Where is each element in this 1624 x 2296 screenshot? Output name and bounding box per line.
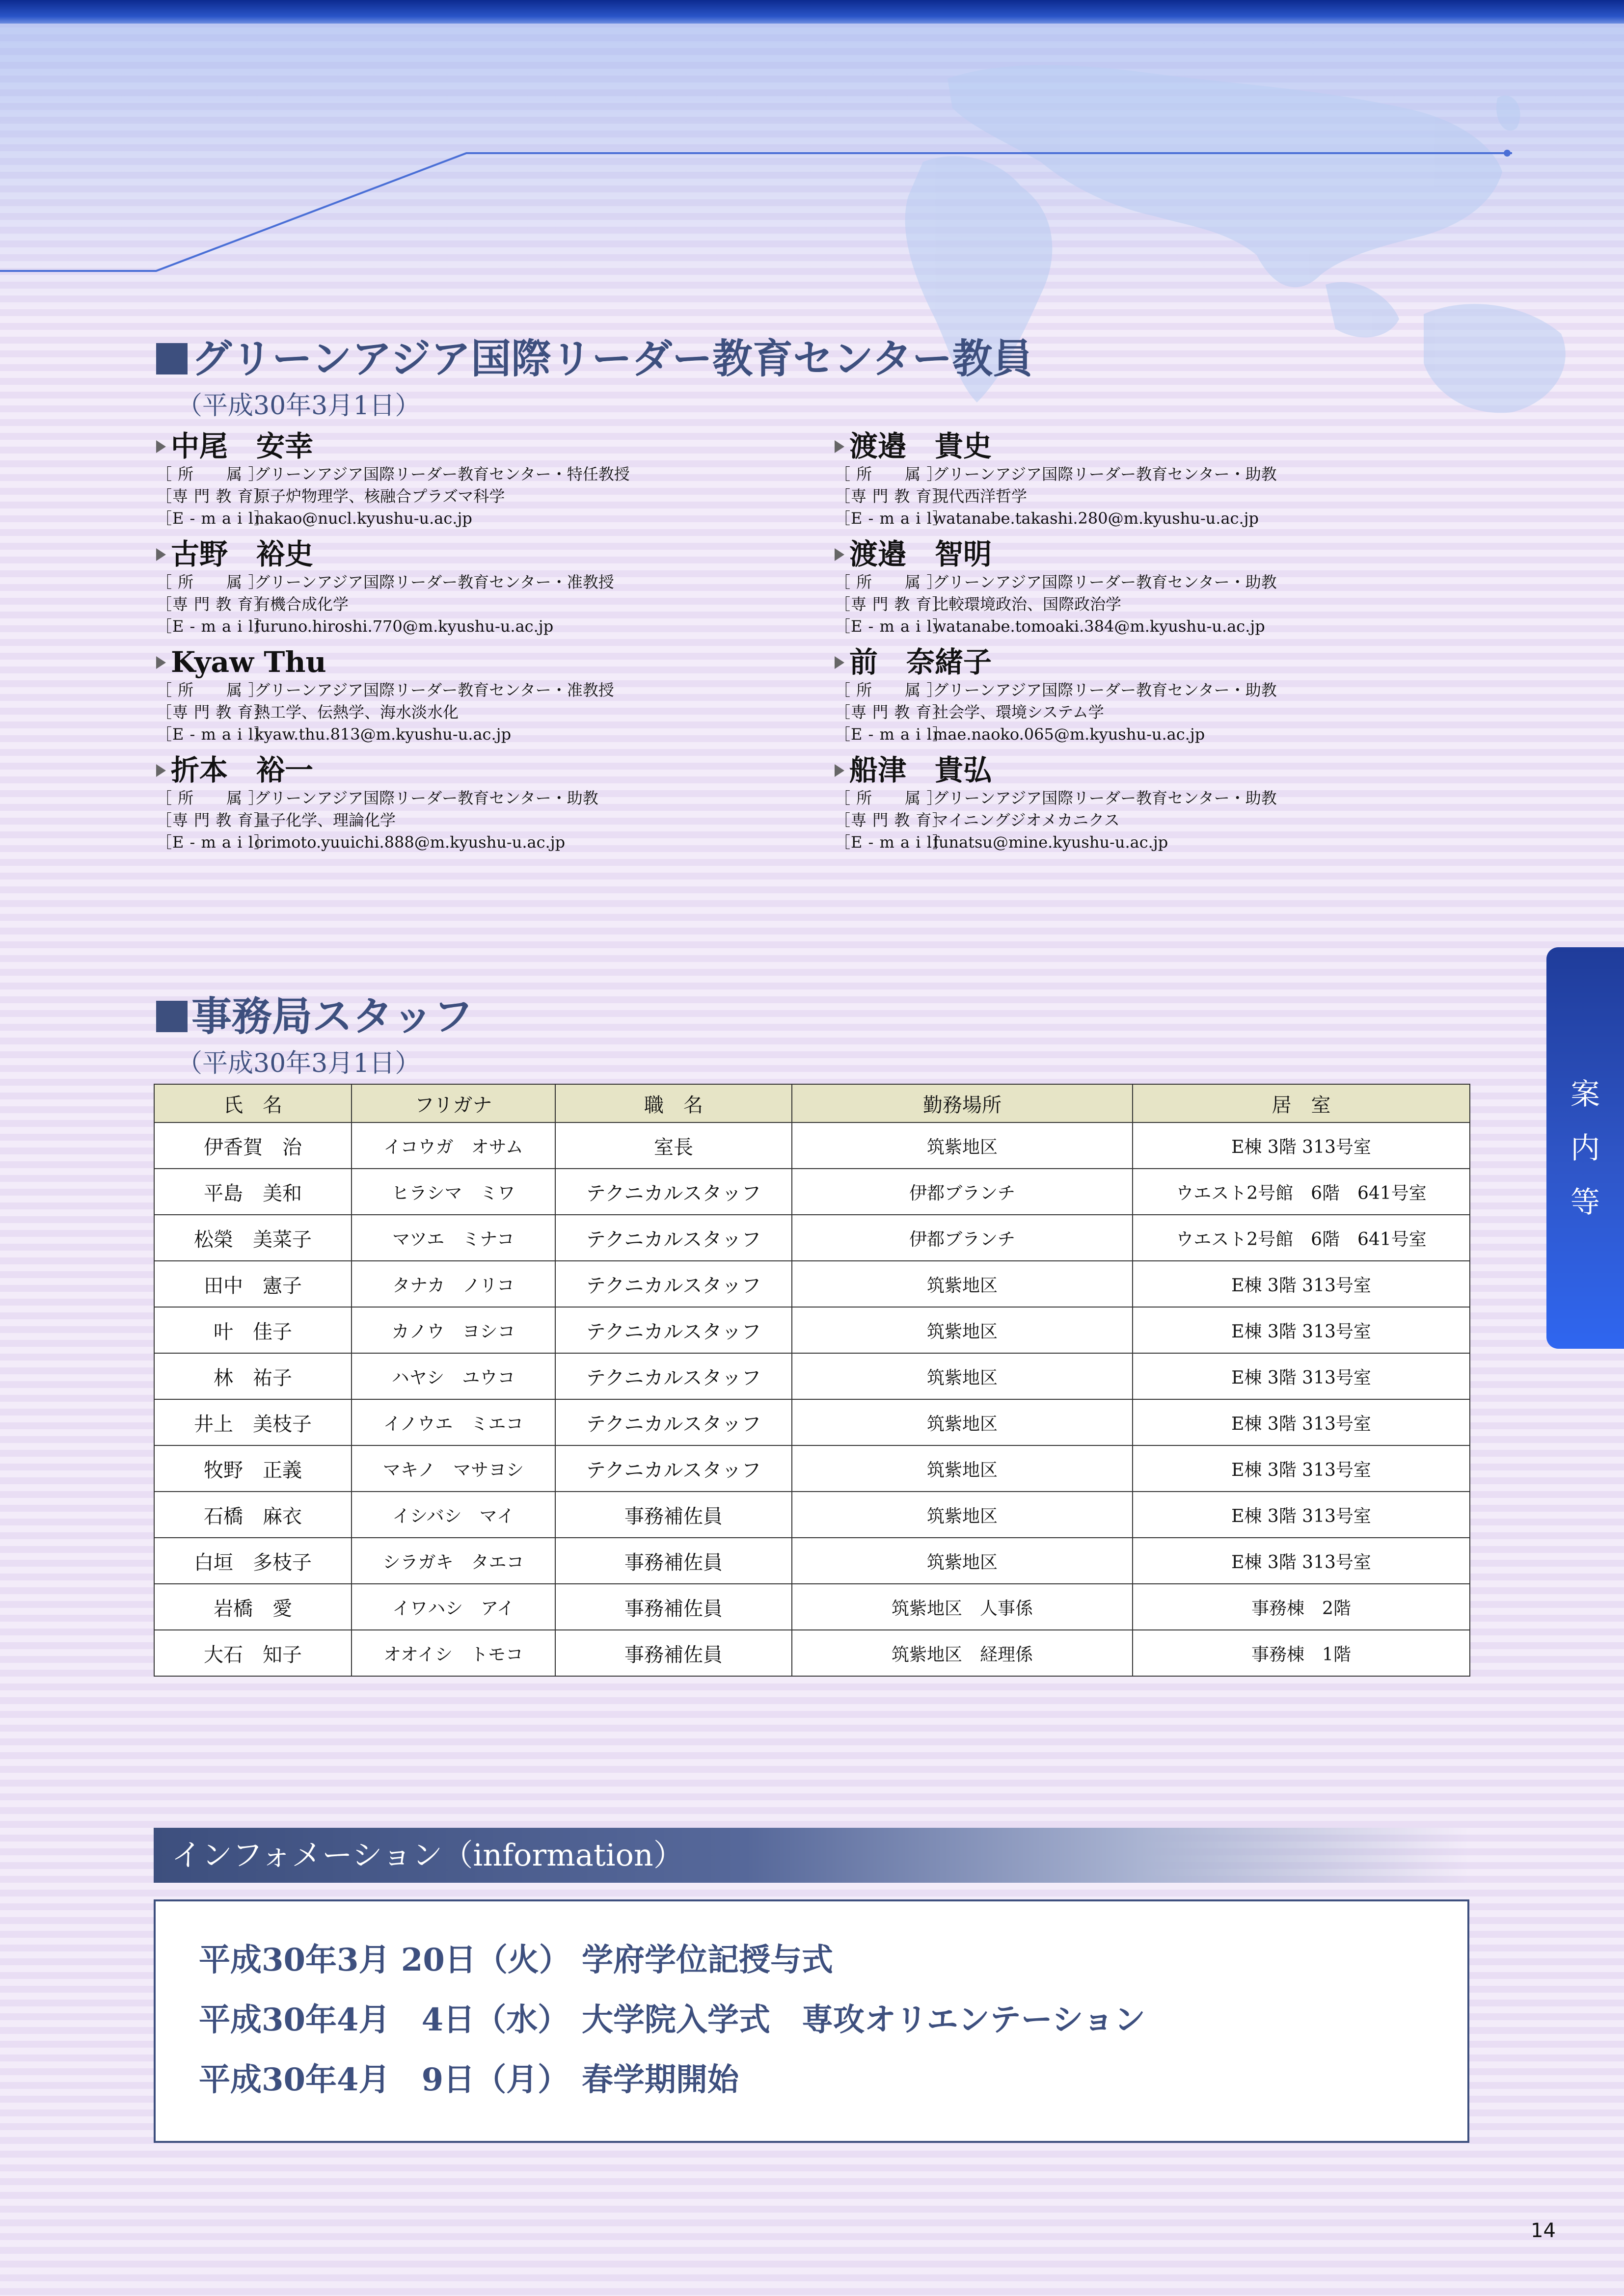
staff-name: 田中 憲子 — [154, 1261, 352, 1307]
staff-table — [154, 1084, 1470, 1677]
faculty-name: 中尾 安幸 — [156, 429, 794, 463]
staff-room: E棟 3階 313号室 — [1133, 1307, 1470, 1353]
staff-workplace: 筑紫地区 — [792, 1399, 1133, 1445]
staff-workplace: 筑紫地区 — [792, 1445, 1133, 1492]
staff-furigana: タナカ ノリコ — [352, 1261, 555, 1307]
info-item — [199, 1995, 1145, 2040]
faculty-affiliation: グリーンアジア国際リーダー教育センター・特任教授 — [254, 465, 630, 483]
col-header-name: 氏 名 — [154, 1084, 352, 1122]
page-number: 14 — [1531, 2219, 1556, 2242]
staff-position: 事務補佐員 — [555, 1492, 792, 1538]
staff-section-date: （平成30年3月1日） — [177, 1049, 421, 1078]
col-header-room: 居 室 — [1133, 1084, 1470, 1122]
staff-furigana: ヒラシマ ミワ — [352, 1169, 555, 1215]
faculty-member: 船津 貴弘 ［ 所 属 ］グリーンアジア国際リーダー教育センター・助教 ［専 門 教 育］マイニングジオメカニクス ［E - m a i l］funatsu@mine.kyushu-u.ac.jp — [835, 753, 1473, 854]
staff-workplace: 筑紫地区 — [792, 1492, 1133, 1538]
staff-name: 岩橋 愛 — [154, 1584, 352, 1630]
faculty-member: 渡邉 智明 ［ 所 属 ］グリーンアジア国際リーダー教育センター・助教 ［専 門 教 育］比較環境政治、国際政治学 ［E - m a i l］watanabe.tomoaki.384@m.kyushu-u.ac.jp — [835, 537, 1473, 638]
staff-furigana: イワハシ アイ — [352, 1584, 555, 1630]
staff-room: E棟 3階 313号室 — [1133, 1122, 1470, 1169]
staff-position: テクニカルスタッフ — [555, 1445, 792, 1492]
staff-name: 伊香賀 治 — [154, 1122, 352, 1169]
faculty-affiliation: グリーンアジア国際リーダー教育センター・准教授 — [254, 573, 614, 591]
staff-furigana: イノウエ ミエコ — [352, 1399, 555, 1445]
staff-name: 松榮 美菜子 — [154, 1215, 352, 1261]
faculty-specialty: 量子化学、理論化学 — [254, 811, 396, 829]
faculty-email[interactable]: mae.naoko.065@m.kyushu-u.ac.jp — [933, 725, 1205, 744]
col-header-position: 職 名 — [555, 1084, 792, 1122]
side-tab-char: 内 — [1570, 1131, 1600, 1166]
table-row — [154, 1261, 1470, 1307]
faculty-affiliation: グリーンアジア国際リーダー教育センター・准教授 — [254, 681, 614, 699]
table-row — [154, 1538, 1470, 1584]
table-row — [154, 1307, 1470, 1353]
table-row — [154, 1353, 1470, 1399]
staff-room: ウエスト2号館 6階 641号室 — [1133, 1169, 1470, 1215]
faculty-specialty: マイニングジオメカニクス — [933, 811, 1120, 829]
faculty-email[interactable]: nakao@nucl.kyushu-u.ac.jp — [254, 509, 472, 528]
faculty-specialty: 社会学、環境システム学 — [933, 703, 1104, 721]
table-row — [154, 1215, 1470, 1261]
staff-workplace: 伊都ブランチ — [792, 1215, 1133, 1261]
side-tab-char: 等 — [1570, 1185, 1600, 1220]
staff-workplace: 筑紫地区 — [792, 1261, 1133, 1307]
faculty-name: 渡邉 貴史 — [835, 429, 1473, 463]
info-item — [199, 2055, 739, 2100]
side-tab-guide[interactable] — [1546, 947, 1624, 1349]
table-row — [154, 1584, 1470, 1630]
faculty-affiliation: グリーンアジア国際リーダー教育センター・助教 — [933, 681, 1277, 699]
staff-name: 井上 美枝子 — [154, 1399, 352, 1445]
staff-room: 事務棟 2階 — [1133, 1584, 1470, 1630]
staff-position: テクニカルスタッフ — [555, 1261, 792, 1307]
staff-room: E棟 3階 313号室 — [1133, 1399, 1470, 1445]
col-header-furigana: フリガナ — [352, 1084, 555, 1122]
staff-position: 事務補佐員 — [555, 1630, 792, 1676]
staff-room: 事務棟 1階 — [1133, 1630, 1470, 1676]
staff-workplace: 筑紫地区 — [792, 1122, 1133, 1169]
table-row — [154, 1445, 1470, 1492]
staff-position: テクニカルスタッフ — [555, 1307, 792, 1353]
faculty-member: 古野 裕史 ［ 所 属 ］グリーンアジア国際リーダー教育センター・准教授 ［専 門 教 育］有機合成化学 ［E - m a i l］furuno.hiroshi.770@m.kyushu-u.ac.jp — [156, 537, 794, 638]
staff-workplace: 筑紫地区 — [792, 1353, 1133, 1399]
faculty-member: 前 奈緒子 ［ 所 属 ］グリーンアジア国際リーダー教育センター・助教 ［専 門 教 育］社会学、環境システム学 ［E - m a i l］mae.naoko.065@m.kyushu-u.ac.jp — [835, 645, 1473, 746]
staff-room: E棟 3階 313号室 — [1133, 1445, 1470, 1492]
staff-furigana: マツエ ミナコ — [352, 1215, 555, 1261]
table-row — [154, 1630, 1470, 1676]
faculty-specialty: 熱工学、伝熱学、海水淡水化 — [254, 703, 459, 721]
staff-name: 平島 美和 — [154, 1169, 352, 1215]
table-row — [154, 1492, 1470, 1538]
faculty-affiliation: グリーンアジア国際リーダー教育センター・助教 — [933, 465, 1277, 483]
staff-furigana: イコウガ オサム — [352, 1122, 555, 1169]
faculty-member: 中尾 安幸 ［ 所 属 ］グリーンアジア国際リーダー教育センター・特任教授 ［専 門 教 育］原子炉物理学、核融合プラズマ科学 ［E - m a i l］nakao@nucl.kyushu-u.ac.jp — [156, 429, 794, 530]
staff-position: テクニカルスタッフ — [555, 1215, 792, 1261]
staff-furigana: オオイシ トモコ — [352, 1630, 555, 1676]
staff-room: E棟 3階 313号室 — [1133, 1538, 1470, 1584]
staff-name: 大石 知子 — [154, 1630, 352, 1676]
faculty-specialty: 原子炉物理学、核融合プラズマ科学 — [254, 487, 505, 506]
faculty-email[interactable]: watanabe.tomoaki.384@m.kyushu-u.ac.jp — [933, 617, 1265, 636]
faculty-specialty: 有機合成化学 — [254, 595, 349, 614]
faculty-name: 渡邉 智明 — [835, 537, 1473, 571]
staff-furigana: カノウ ヨシコ — [352, 1307, 555, 1353]
staff-furigana: イシバシ マイ — [352, 1492, 555, 1538]
faculty-specialty: 現代西洋哲学 — [933, 487, 1028, 506]
faculty-email[interactable]: kyaw.thu.813@m.kyushu-u.ac.jp — [254, 725, 512, 744]
staff-name: 牧野 正義 — [154, 1445, 352, 1492]
staff-position: 事務補佐員 — [555, 1584, 792, 1630]
faculty-member: Kyaw Thu ［ 所 属 ］グリーンアジア国際リーダー教育センター・准教授 ［専 門 教 育］熱工学、伝熱学、海水淡水化 ［E - m a i l］kyaw.thu.813@m.kyushu-u.ac.jp — [156, 645, 794, 746]
staff-room: ウエスト2号館 6階 641号室 — [1133, 1215, 1470, 1261]
staff-room: E棟 3階 313号室 — [1133, 1353, 1470, 1399]
faculty-email[interactable]: furuno.hiroshi.770@m.kyushu-u.ac.jp — [254, 617, 554, 636]
staff-name: 林 祐子 — [154, 1353, 352, 1399]
faculty-name: Kyaw Thu — [156, 645, 794, 679]
faculty-email[interactable]: orimoto.yuuichi.888@m.kyushu-u.ac.jp — [254, 833, 566, 852]
faculty-name: 船津 貴弘 — [835, 753, 1473, 787]
info-event: 春学期開始 — [582, 2061, 739, 2098]
faculty-member: 折本 裕一 ［ 所 属 ］グリーンアジア国際リーダー教育センター・助教 ［専 門 教 育］量子化学、理論化学 ［E - m a i l］orimoto.yuuichi.888@m.kyushu-u.ac.jp — [156, 753, 794, 854]
staff-workplace: 筑紫地区 人事係 — [792, 1584, 1133, 1630]
info-item — [199, 1935, 833, 1980]
info-event: 大学院入学式 専攻オリエンテーション — [582, 2002, 1146, 2038]
info-event: 学府学位記授与式 — [582, 1942, 833, 1978]
staff-name: 叶 佳子 — [154, 1307, 352, 1353]
info-date: 平成30年3月 20日（火） — [199, 1942, 570, 1978]
staff-position: 室長 — [555, 1122, 792, 1169]
staff-name: 白垣 多枝子 — [154, 1538, 352, 1584]
info-date: 平成30年4月 9日（月） — [199, 2061, 569, 2098]
faculty-email[interactable]: watanabe.takashi.280@m.kyushu-u.ac.jp — [933, 509, 1259, 528]
faculty-affiliation: グリーンアジア国際リーダー教育センター・助教 — [254, 789, 598, 807]
staff-workplace: 筑紫地区 — [792, 1538, 1133, 1584]
staff-table-header — [154, 1084, 1470, 1122]
staff-furigana: ハヤシ ユウコ — [352, 1353, 555, 1399]
staff-position: テクニカルスタッフ — [555, 1399, 792, 1445]
faculty-email[interactable]: funatsu@mine.kyushu-u.ac.jp — [933, 833, 1168, 852]
faculty-section-title: グリーンアジア国際リーダー教育センター教員 — [156, 339, 1033, 379]
table-row — [154, 1169, 1470, 1215]
staff-section-title: 事務局スタッフ — [156, 996, 473, 1037]
staff-furigana: マキノ マサヨシ — [352, 1445, 555, 1492]
information-box — [154, 1899, 1469, 2143]
col-header-workplace: 勤務場所 — [792, 1084, 1133, 1122]
faculty-affiliation: グリーンアジア国際リーダー教育センター・助教 — [933, 573, 1277, 591]
faculty-member: 渡邉 貴史 ［ 所 属 ］グリーンアジア国際リーダー教育センター・助教 ［専 門 教 育］現代西洋哲学 ［E - m a i l］watanabe.takashi.280@m.kyushu-u.ac.jp — [835, 429, 1473, 530]
faculty-affiliation: グリーンアジア国際リーダー教育センター・助教 — [933, 789, 1277, 807]
staff-position: テクニカルスタッフ — [555, 1353, 792, 1399]
info-date: 平成30年4月 4日（水） — [199, 2002, 569, 2038]
staff-workplace: 筑紫地区 経理係 — [792, 1630, 1133, 1676]
staff-furigana: シラガキ タエコ — [352, 1538, 555, 1584]
faculty-specialty: 比較環境政治、国際政治学 — [933, 595, 1122, 614]
faculty-name: 古野 裕史 — [156, 537, 794, 571]
staff-workplace: 伊都ブランチ — [792, 1169, 1133, 1215]
staff-room: E棟 3階 313号室 — [1133, 1492, 1470, 1538]
information-header: インフォメーション（information） — [154, 1828, 1469, 1883]
table-row — [154, 1399, 1470, 1445]
side-tab-char: 案 — [1570, 1077, 1600, 1112]
table-row — [154, 1122, 1470, 1169]
staff-name: 石橋 麻衣 — [154, 1492, 352, 1538]
faculty-section-date: （平成30年3月1日） — [177, 391, 421, 421]
staff-workplace: 筑紫地区 — [792, 1307, 1133, 1353]
staff-position: 事務補佐員 — [555, 1538, 792, 1584]
faculty-name: 前 奈緒子 — [835, 645, 1473, 679]
staff-position: テクニカルスタッフ — [555, 1169, 792, 1215]
faculty-name: 折本 裕一 — [156, 753, 794, 787]
staff-room: E棟 3階 313号室 — [1133, 1261, 1470, 1307]
